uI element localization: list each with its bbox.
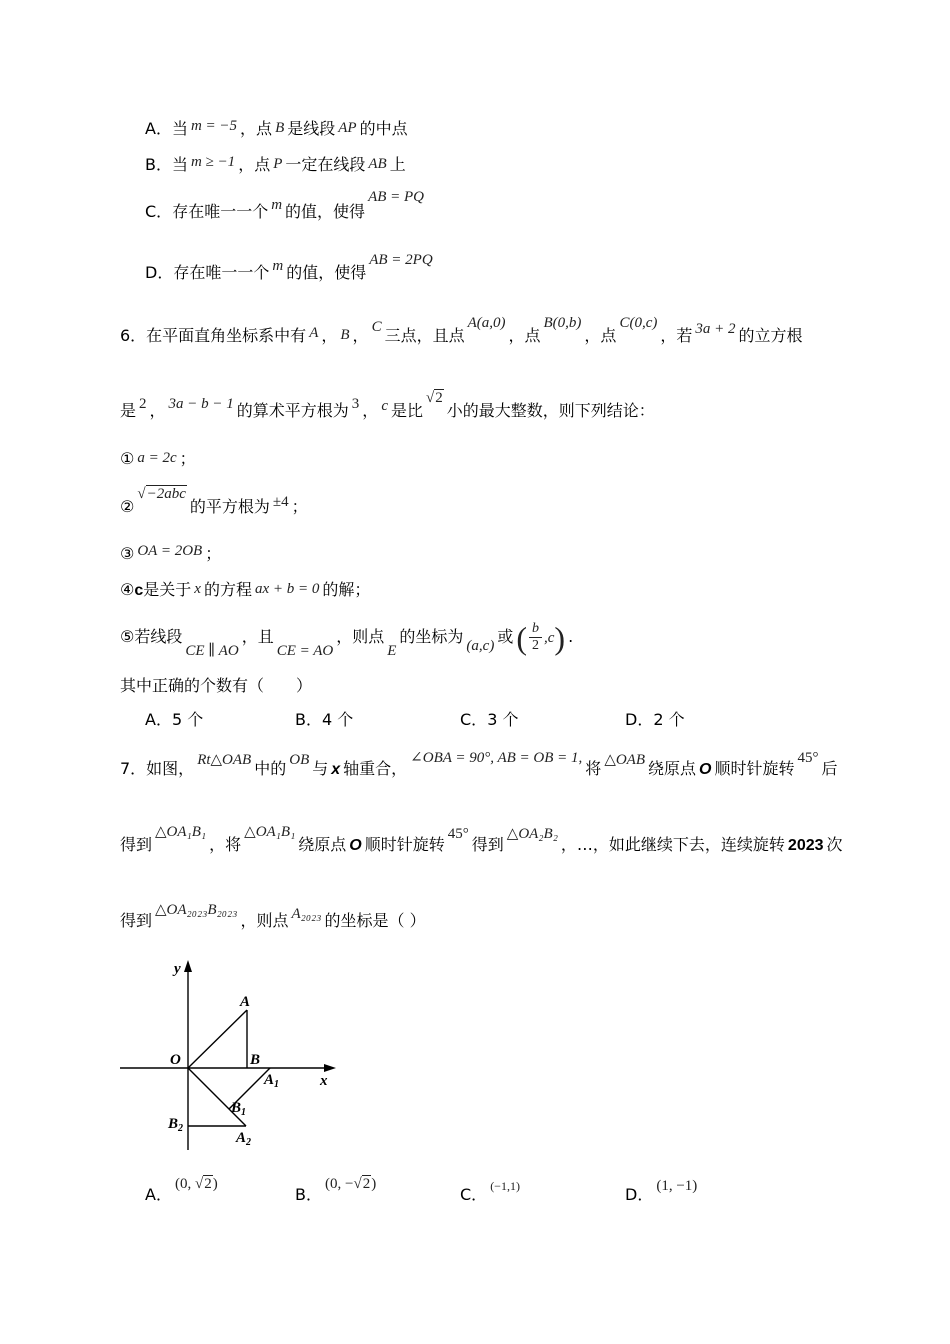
text-run: 顺时针旋转 [714,759,795,778]
math-expr: B [275,120,285,136]
text-run: ，且 [241,627,274,646]
statement-number: ③ [120,544,135,563]
y-axis-arrow [184,960,192,972]
math-expr: m [271,197,283,213]
rotation-figure [110,950,345,1160]
text-run: 的方程 [203,580,252,599]
q6-stem-line-2 [120,390,655,421]
q6-statement-5 [120,619,574,659]
q6-statement-1 [120,449,196,469]
text-run: ， [362,401,379,420]
text-run: ，点 [508,326,541,345]
q6-question [120,676,312,696]
text-run: 存在唯一一个 [173,263,270,282]
q6-option-d [625,710,685,730]
option-label: A． [145,119,172,138]
text-run: ，将 [209,835,242,854]
label-b1-base: B [231,1100,242,1116]
label-b1 [230,1100,246,1118]
text-run: ，则点 [336,627,385,646]
text-run: 的中点 [359,119,408,138]
math-expr: ∠OBA = 90°, AB = OB = 1, [410,750,583,766]
math-expr: AB = PQ [368,189,425,205]
math-expr: CE ∥ AO [185,643,239,659]
math-expr: ,c [544,629,555,646]
q6-option-a [145,710,203,730]
math-expr: 3a + 2 [695,321,736,337]
text-run: ， [149,401,166,420]
math-expr: OA = 2OB [137,543,203,559]
text-run: 7．如图， [120,759,195,778]
math-expr: A(a,0) [467,315,506,331]
label-b2-sub: 2 [178,1123,184,1134]
segment-oa [188,1010,247,1068]
text-run: (0, [174,1176,195,1192]
text-run: 6．在平面直角坐标系中有 [120,326,307,345]
option-label: B． [145,155,172,174]
text-run: ； [291,497,308,516]
math-expr: m ≥ −1 [191,154,236,170]
origin-letter: O [699,761,712,778]
text-run: 或 [497,627,514,646]
math-expr: B [340,327,350,343]
math-expr: B(0,b) [543,315,582,331]
label-a1-sub: 1 [274,1079,280,1090]
text-run: 得到 [120,835,153,854]
label-y: y [174,961,181,977]
label-b2-base: B [168,1116,179,1132]
text-run: ； [205,544,222,563]
text-run: 三点，且点 [384,326,465,345]
math-expr: x [194,581,201,597]
text-run: 一定在线段 [285,155,366,174]
option-text: 3 个 [487,710,519,729]
math-expr: A₂₀₂₃ [291,906,322,922]
text-run: ，点 [584,326,617,345]
math-expr: ax + b = 0 [254,581,320,597]
text-run: 次 [826,835,843,854]
math-expr: E [387,643,397,659]
option-label: C． [460,1185,488,1204]
text-run: 其中正确的个数有（ ） [120,676,313,695]
math-expr: a = 2c [137,450,177,466]
text-run: ， [352,326,369,345]
text-run: . [568,627,574,646]
math-expr: 3a − b − 1 [168,396,234,412]
text-run: ，…，如此继续下去，连续旋转 [560,835,785,854]
text-run: 得到 [120,911,153,930]
q6-option-c [460,710,518,730]
q6-statement-2 [120,486,308,517]
text-run: 将 [585,759,602,778]
square-root [426,388,444,408]
radicand: −2abc [146,486,186,502]
math-expr: OB [289,752,310,768]
left-paren: ( [516,619,527,656]
q7-option-c [460,1179,523,1205]
label-a2-sub: 2 [246,1137,252,1148]
math-expr: CE = AO [276,643,334,659]
text-run: 上 [389,155,406,174]
math-expr: m [272,258,284,274]
option-text: 2 个 [653,710,685,729]
math-expr: 45° [797,750,819,766]
statement-number: ① [120,449,135,468]
text-run: 的坐标为 [399,627,464,646]
q5-option-c [145,189,427,222]
text-run: 是比 [390,401,423,420]
text-run: 是关于 [143,580,192,599]
label-b2 [167,1116,183,1134]
option-label: D． [625,1185,654,1204]
text-run: 绕原点 [298,835,347,854]
text-run: 得到 [471,835,504,854]
q7-stem-line-3 [120,902,426,931]
text-run: 轴重合， [343,759,408,778]
math-expr: △OA₁B₁ [244,824,296,840]
text-run: 是 [120,401,137,420]
math-expr: 2 [139,396,147,412]
text-run: 存在唯一一个 [172,202,269,221]
x-axis-arrow [324,1064,336,1072]
math-expr: P [273,156,283,172]
label-a1 [263,1072,279,1090]
q6-statement-4 [120,580,370,600]
math-expr [175,1174,218,1194]
label-b: B [250,1052,261,1068]
label-a2 [235,1130,251,1148]
math-expr: (a,c) [466,638,495,654]
math-expr: 3 [351,396,360,412]
text-run: ，点 [240,119,273,138]
text-run: 当 [171,155,188,174]
text-run: ) [371,1176,377,1192]
text-run: c [134,582,144,599]
text-run: 小的最大整数，则下列结论： [446,401,655,420]
q7-stem-line-1 [120,750,838,779]
text-run: 的坐标是（ ） [324,911,426,930]
radicand: 2 [362,1176,371,1192]
math-expr: m = −5 [190,118,238,134]
text-run: 是线段 [287,119,336,138]
text-run: 的解； [322,580,371,599]
fraction-denominator: 2 [532,638,539,653]
text-run: 与 [312,759,329,778]
option-text: 5 个 [171,710,204,729]
fraction-numerator: b [529,621,542,638]
segment-o-a2 [188,1068,246,1126]
radical-sign: √ [137,486,146,502]
label-a2-base: A [236,1130,247,1146]
math-expr: (1, −1) [656,1178,698,1194]
option-label: D． [145,263,174,282]
text-run: 当 [171,119,188,138]
label-b1-sub: 1 [241,1107,247,1118]
option-label: A． [145,1185,172,1204]
axis-letter: x [331,761,341,778]
math-expr: (−1,1) [490,1179,520,1193]
text-run: ) [212,1176,218,1192]
text-run: (0, − [324,1176,354,1192]
text-run: 的值，使得 [285,202,366,221]
math-expr: AB = 2PQ [369,252,433,268]
option-label: D． [625,710,654,729]
radical-sign: √ [194,1176,204,1192]
text-run: 中的 [254,759,287,778]
text-run: 的立方根 [738,326,803,345]
radicand: 2 [204,1176,212,1192]
right-paren: ) [554,619,566,656]
radicand: 2 [435,390,443,406]
fraction [529,621,542,654]
text-run: 后 [821,759,838,778]
text-run: 的算术平方根为 [236,401,349,420]
square-root [137,484,187,504]
statement-number: ② [120,497,135,516]
math-expr: AB [368,156,387,172]
origin-letter: O [349,837,362,854]
radical-sign: √ [426,390,435,406]
option-label: C． [460,710,488,729]
math-expr: △OA₂B₂ [506,826,558,842]
math-expr: ±4 [272,494,289,510]
text-run: 顺时针旋转 [364,835,445,854]
q5-option-a [145,119,408,139]
rotation-count: 2023 [787,837,824,854]
text-run: ，点 [238,155,271,174]
math-expr: △OAB [604,752,646,768]
option-label: C． [145,202,173,221]
q7-option-b [295,1176,379,1205]
label-a1-base: A [264,1072,275,1088]
label-a: A [240,994,251,1010]
text-run: ， [321,326,338,345]
math-expr: △OA₂₀₂₃B₂₀₂₃ [155,902,238,918]
text-run: 的平方根为 [189,497,270,516]
math-expr: AP [338,120,357,136]
q7-option-d [625,1178,700,1205]
label-o: O [170,1052,181,1068]
math-expr: Rt△OAB [197,752,252,768]
fraction-coordinate [516,619,566,656]
option-label: B． [295,1185,322,1204]
text-run: ，则点 [240,911,289,930]
q7-option-a [145,1176,221,1205]
math-expr [325,1174,376,1194]
option-text: 4 个 [321,710,354,729]
q6-stem-line-1 [120,315,803,346]
math-expr: c [381,398,388,414]
text-run: ，若 [660,326,693,345]
math-expr: A [309,325,319,341]
option-label: A． [145,710,172,729]
text-run: 绕原点 [648,759,697,778]
text-run: ⑤若线段 [120,627,183,646]
math-expr: C(0,c) [619,315,658,331]
q6-option-b [295,710,353,730]
q7-stem-line-2 [120,824,843,855]
math-expr: C [371,319,382,335]
label-x: x [320,1073,328,1089]
q6-statement-3 [120,544,221,564]
text-run: 的值，使得 [286,263,367,282]
text-run: ； [179,449,196,468]
option-label: B． [295,710,322,729]
q5-option-b [145,155,406,175]
math-expr: △OA₁B₁ [155,824,207,840]
q5-option-d [145,252,436,283]
math-expr: 45° [447,826,469,842]
statement-number: ④ [120,580,135,599]
radical-sign: √ [353,1176,362,1192]
